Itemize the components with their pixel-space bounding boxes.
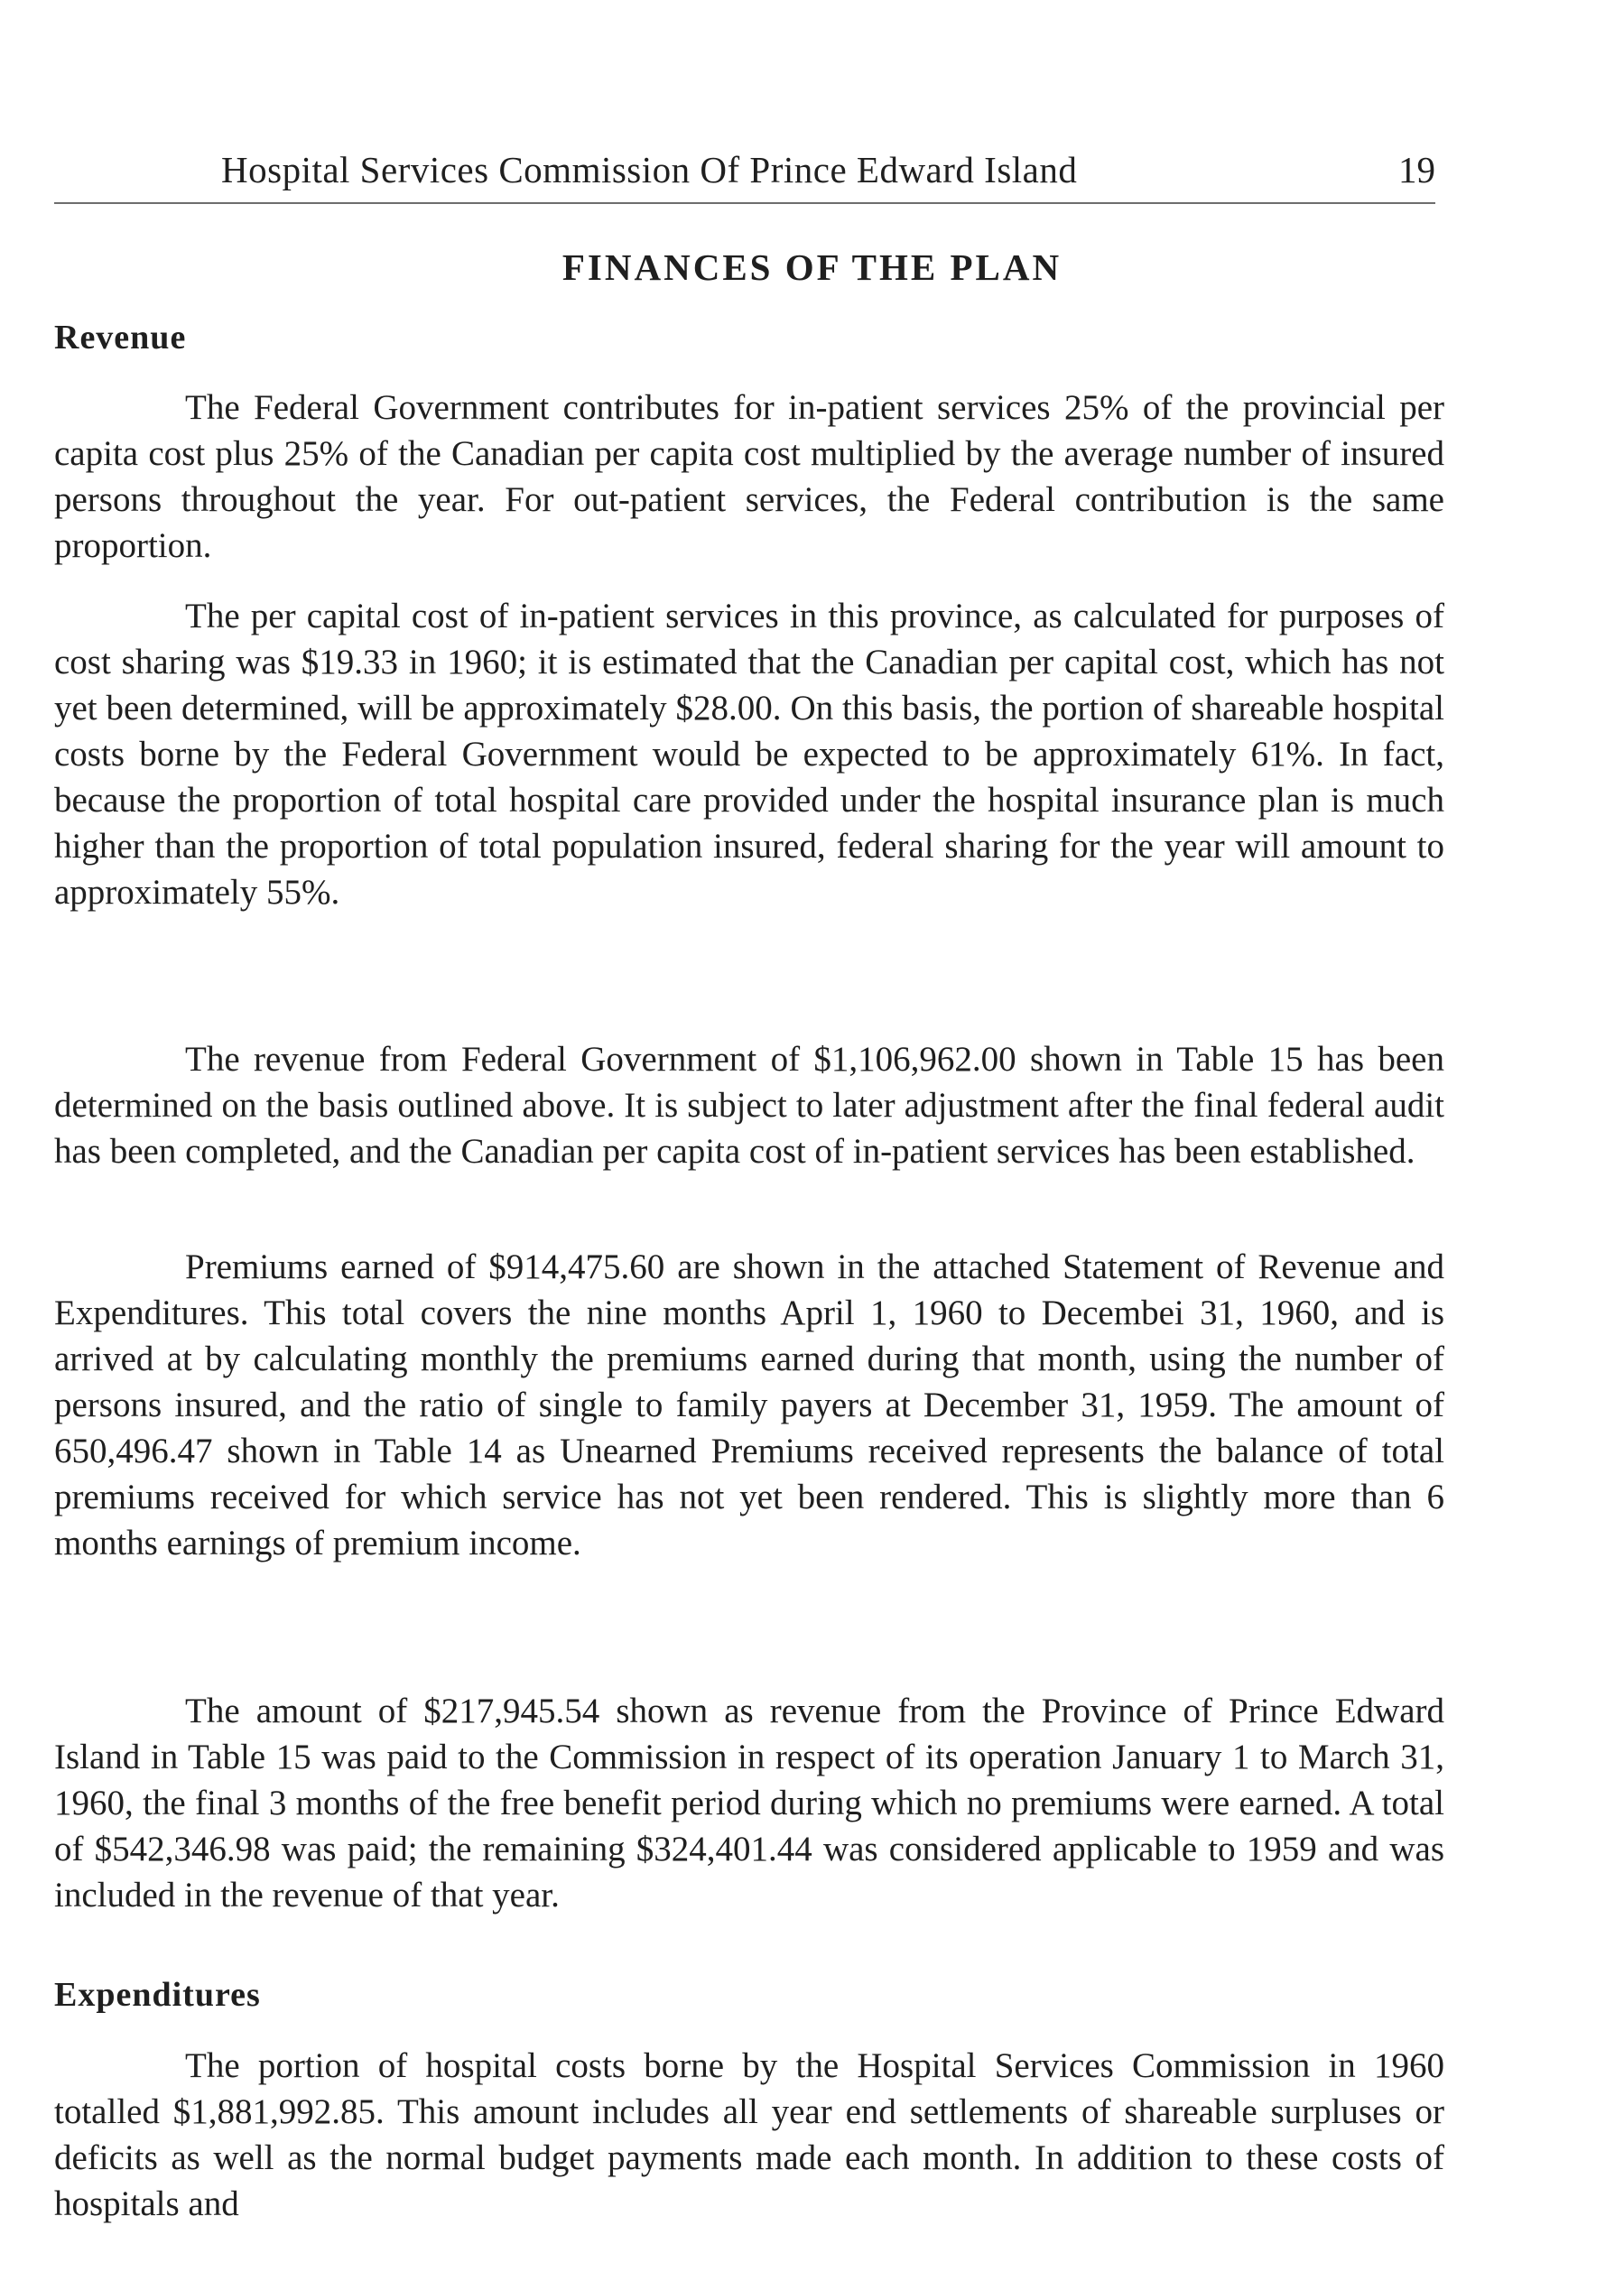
section-title: FINANCES OF THE PLAN	[561, 246, 1063, 288]
revenue-paragraph: The Federal Government contributes for in-patient services 25% of the provincial per capita cost plus 25% of the Canadian per capita cost multiplied by the average number of insured persons throughout the year. For out-patient services, the Federal contribution is the same proportion.	[54, 388, 1444, 565]
revenue-paragraph: The per capital cost of in-patient services in this province, as calculated for purposes of cost sharing was $19.33 in 1960; it is estimated that the Canadian per capital cost, which has not yet been determined, will be approximately $28.00. On this basis, the portion of shareable hospital costs borne by the Federal Government would be expected to be approximately 61%. In fact, because the proportion of total hospital care provided under the hospital insurance plan is much higher than the proportion of total population insured, federal sharing for the year will amount to approximately 55%.	[54, 597, 1444, 912]
expenditures-heading: Expenditures	[54, 1976, 261, 2014]
revenue-heading: Revenue	[54, 319, 187, 357]
revenue-paragraph: The amount of $217,945.54 shown as revenue from the Province of Prince Edward Island in Table 15 was paid to the Commission in respect of its operation January 1 to March 31, 1960, the final 3 months of the free benefit period during which no premiums were earned. A total of $542,346.98 was paid; the remaining $324,401.44 was considered applicable to 1959 and was included in the revenue of that year.	[54, 1692, 1444, 1915]
revenue-paragraph: The revenue from Federal Government of $1,106,962.00 shown in Table 15 has been determined on the basis outlined above. It is subject to later adjustment after the final federal audit has been completed, and the Canadian per capita cost of in-patient services has been established.	[54, 1040, 1444, 1171]
page-number: 19	[1398, 149, 1435, 190]
revenue-paragraph: Premiums earned of $914,475.60 are shown in the attached Statement of Revenue and Expenditures. This total covers the nine months April 1, 1960 to Decembei 31, 1960, and is arrived at by calculating monthly the premiums earned during that month, using the number of persons insured, and the ratio of single to family payers at December 31, 1959. The amount of 650,496.47 shown in Table 14 as Unearned Premiums received represents the balance of total premiums received for which service has not yet been rendered. This is slightly more than 6 months earnings of premium income.	[54, 1247, 1444, 1562]
running-title: Hospital Services Commission Of Prince Edward Island	[221, 149, 1078, 190]
running-header	[54, 148, 1435, 204]
expenditures-paragraph: The portion of hospital costs borne by the Hospital Services Commission in 1960 totalled $1,881,992.85. This amount includes all year end settlements of shareable surpluses or deficits as well as the normal budget payments made each month. In addition to these costs of hospitals and	[54, 2046, 1444, 2223]
